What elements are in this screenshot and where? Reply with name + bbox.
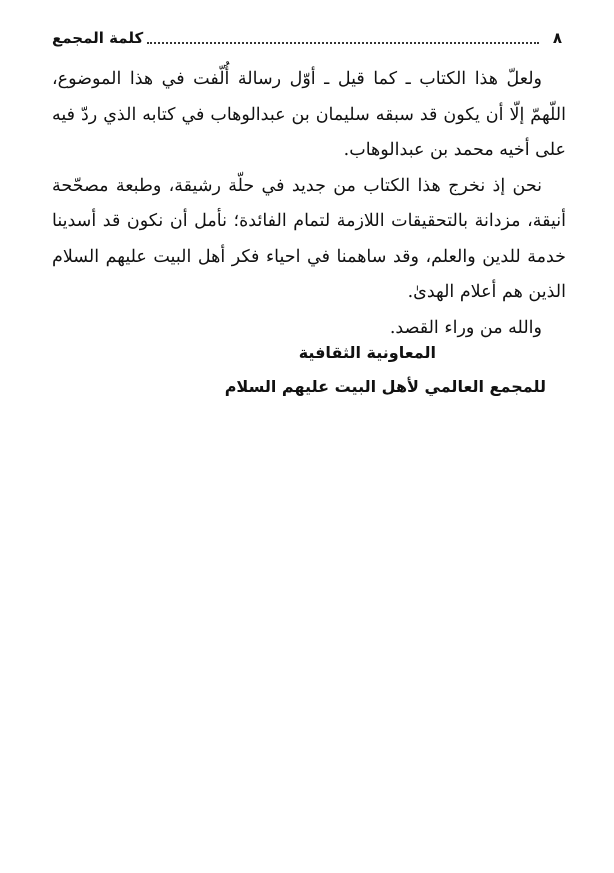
body-text — [52, 62, 566, 346]
page-number: ٨ — [552, 29, 562, 47]
running-title: كلمة المجمع — [52, 29, 144, 47]
paragraph-2: نحن إذ نخرج هذا الكتاب من جديد في حلّة رشيقة، وطبعة مصحّحة أنيقة، مزدانة بالتحقيقات اللازمة لتمام الفائدة؛ نأمل أن نكون قد أسدينا خدمة للدين والعلم، وقد ساهمنا في احياء فكر أهل البيت عليهم السلام الذين هم أعلام الهدىٰ. — [52, 175, 566, 302]
running-header — [52, 27, 562, 49]
signature-organization: للمجمع العالمي لأهل البيت عليهم السلام — [224, 377, 546, 396]
signature-block — [52, 340, 566, 400]
signature-department: المعاونية الثقافية — [298, 343, 436, 362]
paragraph-1: ولعلّ هذا الكتاب ـ كما قيل ـ أوّل رسالة أُلّفت في هذا الموضوع، اللّهمّ إلّا أن يكون قد سبقه سليمان بن عبدالوهاب في كتابه الذي ردّ فيه على أخيه محمد بن عبدالوهاب. — [52, 69, 566, 160]
paragraph-3: والله من وراء القصد. — [389, 317, 542, 338]
leader-dots — [147, 32, 539, 44]
